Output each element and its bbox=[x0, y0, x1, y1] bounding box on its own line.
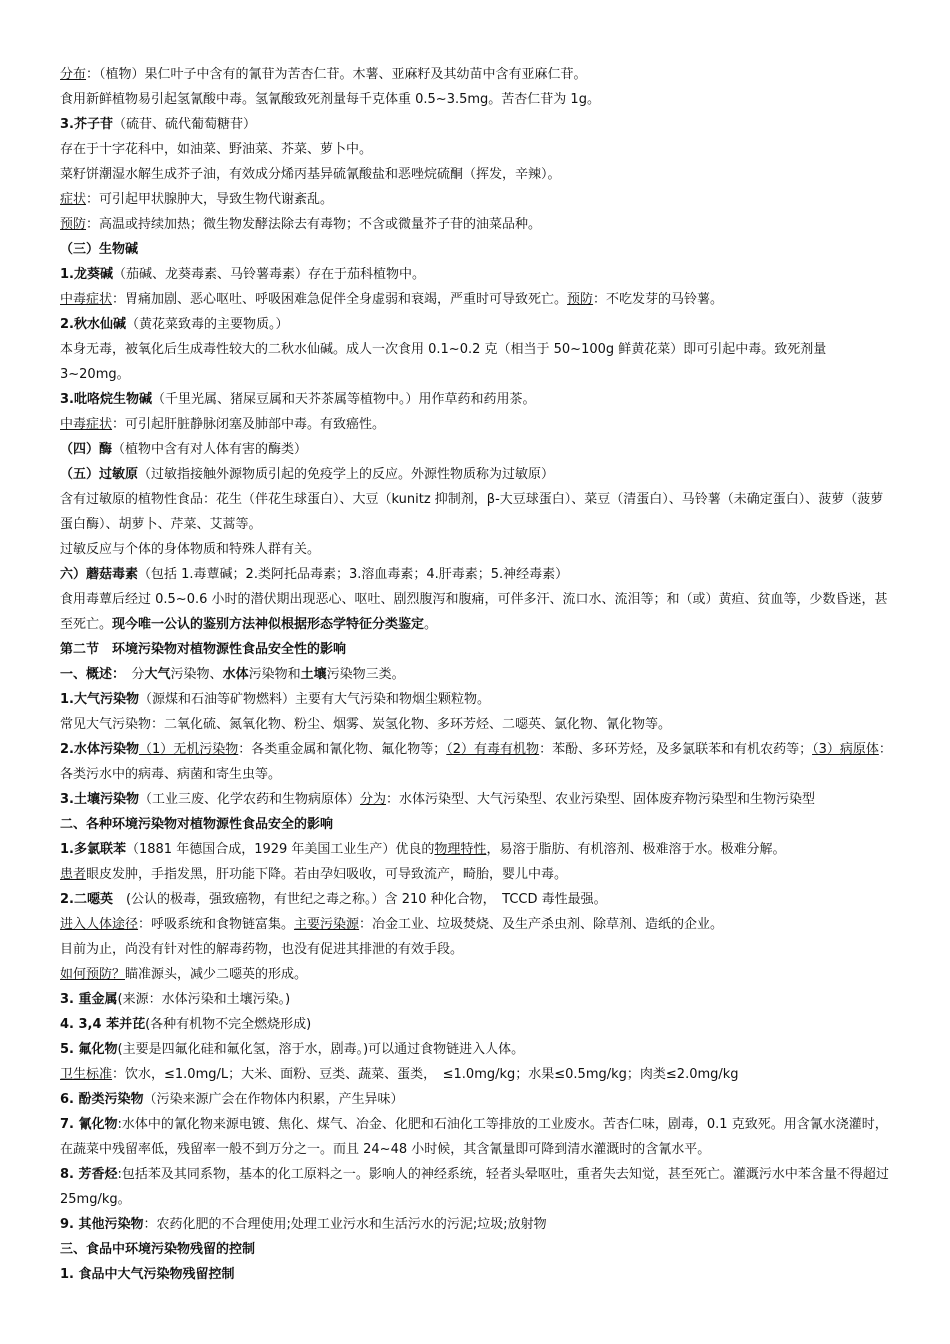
body-text: 食用毒蕈后经过 0.5~0.6 小时的潜伏期出现恶心、呕吐、剧烈腹泻和腹痛，可伴多汗、流口水、流泪等；和（或）黄疸、贫血等，少数昏迷，甚至死亡。 bbox=[60, 592, 888, 632]
text-line bbox=[60, 1012, 892, 1037]
body-text: （过敏指接触外源物质引起的免疫学上的反应。外源性物质称为过敏原） bbox=[138, 467, 555, 482]
body-text: ：（植物）果仁叶子中含有的氰苷为苦杏仁苷。木薯、亚麻籽及其幼苗中含有亚麻仁苷。 bbox=[86, 67, 587, 82]
underlined-term: 进入人体途径 bbox=[60, 917, 139, 932]
text-line bbox=[60, 1037, 892, 1062]
body-text: (主要是四氟化硅和氟化氢，溶于水，剧毒。)可以通过食物链进入人体。 bbox=[117, 1042, 525, 1057]
body-text: ：冶金工业、垃圾焚烧、及生产杀虫剂、除草剂、造纸的企业。 bbox=[359, 917, 724, 932]
body-text: (各种有机物不完全燃烧形成) bbox=[145, 1017, 312, 1032]
text-line bbox=[60, 62, 892, 87]
text-line bbox=[60, 837, 892, 862]
body-text: （黄花菜致毒的主要物质。） bbox=[125, 317, 289, 332]
body-text: :包括苯及其同系物，基本的化工原料之一。影响人的神经系统，轻者头晕呕吐，重者失去知觉，甚至死亡。灌溉污水中苯含量不得超过 25mg/kg。 bbox=[60, 1167, 889, 1207]
heading-text: 2.秋水仙碱 bbox=[60, 317, 126, 332]
text-line bbox=[60, 587, 892, 637]
heading-text: 水体 bbox=[222, 667, 249, 682]
body-text: 污染物、 bbox=[170, 667, 223, 682]
text-line bbox=[60, 562, 892, 587]
body-text: ：不吃发芽的马铃薯。 bbox=[593, 292, 724, 307]
body-text: 本身无毒，被氧化后生成毒性较大的二秋水仙碱。成人一次食用 0.1~0.2 克（相当于 50~100g 鲜黄花菜）即可引起中毒。致死剂量 3~20mg。 bbox=[60, 342, 827, 382]
underlined-term: 如何预防？ bbox=[60, 967, 126, 982]
text-line bbox=[60, 287, 892, 312]
heading-text: 5. 氟化物 bbox=[60, 1042, 118, 1057]
text-line bbox=[60, 1237, 892, 1262]
body-text: ：呼吸系统和食物链富集。 bbox=[138, 917, 295, 932]
text-line bbox=[60, 1112, 892, 1162]
text-line bbox=[60, 1087, 892, 1112]
heading-text: 1.大气污染物 bbox=[60, 692, 139, 707]
underlined-term: 分为 bbox=[360, 792, 387, 807]
text-line bbox=[60, 962, 892, 987]
text-line bbox=[60, 1262, 892, 1287]
body-text: ，易溶于脂肪、有机溶剂、极难溶于水。极难分解。 bbox=[486, 842, 786, 857]
text-line bbox=[60, 337, 892, 387]
body-text: （硫苷、硫代葡萄糖苷） bbox=[112, 117, 256, 132]
body-text: 。 bbox=[424, 617, 438, 632]
heading-text: 4. 3,4 苯并芘 bbox=[60, 1017, 146, 1032]
heading-text: 第二节 环境污染物对植物源性食品安全性的影响 bbox=[60, 642, 347, 657]
body-text: ：各类重金属和氰化物、氟化物等； bbox=[238, 742, 447, 757]
body-text: （千里光属、猪屎豆属和天芥茶属等植物中。）用作草药和药用茶。 bbox=[151, 392, 536, 407]
heading-text: 1.多氯联苯 bbox=[60, 842, 126, 857]
underlined-term: 预防 bbox=[567, 292, 594, 307]
text-line bbox=[60, 1212, 892, 1237]
body-text: ：水体污染型、大气污染型、农业污染型、固体废弃物污染型和生物污染型 bbox=[386, 792, 816, 807]
body-text: 目前为止，尚没有针对性的解毒药物，也没有促进其排泄的有效手段。 bbox=[60, 942, 464, 957]
text-line bbox=[60, 312, 892, 337]
text-line bbox=[60, 862, 892, 887]
text-line bbox=[60, 737, 892, 787]
text-line bbox=[60, 637, 892, 662]
underlined-term: 卫生标准 bbox=[60, 1067, 113, 1082]
text-line bbox=[60, 187, 892, 212]
underlined-term: 主要污染源 bbox=[294, 917, 360, 932]
text-line bbox=[60, 937, 892, 962]
body-text: ：可引起肝脏静脉闭塞及肺部中毒。有致癌性。 bbox=[112, 417, 386, 432]
underlined-term: （1）无机污染物 bbox=[138, 742, 239, 757]
heading-text: 六）蘑菇毒素 bbox=[60, 567, 139, 582]
heading-text: 土壤 bbox=[300, 667, 327, 682]
body-text: （包括 1.毒蕈碱；2.类阿托品毒素；3.溶血毒素；4.肝毒素；5.神经毒素） bbox=[138, 567, 569, 582]
heading-text: 3.吡咯烷生物碱 bbox=[60, 392, 152, 407]
text-line bbox=[60, 1162, 892, 1212]
body-text: （污染来源广会在作物体内积累，产生异味） bbox=[143, 1092, 404, 1107]
text-line bbox=[60, 662, 892, 687]
body-text: 食用新鲜植物易引起氢氰酸中毒。氢氰酸致死剂量每千克体重 0.5~3.5mg。苦杏仁苷为 1g。 bbox=[60, 92, 600, 107]
text-line bbox=[60, 912, 892, 937]
body-text: 眼皮发肿，手指发黑，肝功能下降。若由孕妇吸收，可导致流产，畸胎，婴儿中毒。 bbox=[86, 867, 568, 882]
text-line bbox=[60, 712, 892, 737]
body-text: ：可引起甲状腺肿大，导致生物代谢紊乱。 bbox=[86, 192, 334, 207]
text-line bbox=[60, 687, 892, 712]
underlined-term: 中毒症状 bbox=[60, 292, 113, 307]
text-line bbox=[60, 537, 892, 562]
body-text: :水体中的氰化物来源电镀、焦化、煤气、冶金、化肥和石油化工等排放的工业废水。苦杏仁味，剧毒，0.1 克致死。用含氰水浇灌时，在蔬菜中残留率低，残留率一般不到万分之一。而且 24~48 小时候，其含氰量即可降到清水灌溉时的含氰水平。 bbox=[60, 1117, 888, 1157]
underlined-term: 分布 bbox=[60, 67, 87, 82]
heading-text: 3.土壤污染物 bbox=[60, 792, 139, 807]
underlined-term: 患者 bbox=[60, 867, 87, 882]
heading-text: （五）过敏原 bbox=[60, 467, 139, 482]
body-text: (公认的极毒，强致癌物，有世纪之毒之称。）含 210 种化合物， TCCD 毒性最强。 bbox=[112, 892, 607, 907]
text-line bbox=[60, 387, 892, 412]
heading-text: 2.水体污染物 bbox=[60, 742, 139, 757]
body-text: （植物中含有对人体有害的酶类） bbox=[112, 442, 308, 457]
body-text: 瞄准源头，减少二噁英的形成。 bbox=[125, 967, 308, 982]
heading-text: 一、概述： bbox=[60, 667, 119, 682]
heading-text: （三）生物碱 bbox=[60, 242, 139, 257]
text-line bbox=[60, 112, 892, 137]
text-line bbox=[60, 887, 892, 912]
heading-text: 1. 食品中大气污染物残留控制 bbox=[60, 1267, 235, 1282]
heading-text: 3. 重金属 bbox=[60, 992, 118, 1007]
heading-text: 1.龙葵碱 bbox=[60, 267, 113, 282]
heading-text: 9. 其他污染物 bbox=[60, 1217, 144, 1232]
text-line bbox=[60, 1062, 892, 1087]
heading-text: 三、食品中环境污染物残留的控制 bbox=[60, 1242, 256, 1257]
underlined-term: 症状 bbox=[60, 192, 87, 207]
heading-text: 2.二噁英 bbox=[60, 892, 113, 907]
body-text: 污染物三类。 bbox=[326, 667, 405, 682]
heading-text: 6. 酚类污染物 bbox=[60, 1092, 144, 1107]
body-text: ：胃痛加剧、恶心呕吐、呼吸困难急促伴全身虚弱和衰竭，严重时可导致死亡。 bbox=[112, 292, 568, 307]
body-text: 污染物和 bbox=[248, 667, 301, 682]
text-line bbox=[60, 437, 892, 462]
body-text: ：饮水，≤1.0mg/L；大米、面粉、豆类、蔬菜、蛋类， ≤1.0mg/kg；水果≤0.5mg/kg；肉类≤2.0mg/kg bbox=[112, 1067, 739, 1082]
text-line bbox=[60, 812, 892, 837]
text-line bbox=[60, 162, 892, 187]
text-line bbox=[60, 462, 892, 487]
heading-text: 二、各种环境污染物对植物源性食品安全的影响 bbox=[60, 817, 334, 832]
body-text: （1881 年德国合成，1929 年美国工业生产）优良的 bbox=[125, 842, 435, 857]
body-text: ：苯酚、多环芳烃，及多氯联苯和有机农药等； bbox=[539, 742, 813, 757]
underlined-term: （2）有毒有机物 bbox=[446, 742, 540, 757]
body-text: 菜籽饼潮湿水解生成芥子油，有效成分烯丙基异硫氰酸盐和恶唑烷硫酮（挥发，辛辣）。 bbox=[60, 167, 561, 182]
body-text: 分 bbox=[118, 667, 145, 682]
body-text: (来源：水体污染和土壤污染。) bbox=[117, 992, 291, 1007]
body-text: （茄碱、龙葵毒素、马铃薯毒素）存在于茄科植物中。 bbox=[112, 267, 425, 282]
text-line bbox=[60, 412, 892, 437]
body-text: 过敏反应与个体的身体物质和特殊人群有关。 bbox=[60, 542, 321, 557]
heading-text: （四）酶 bbox=[60, 442, 113, 457]
text-line bbox=[60, 137, 892, 162]
heading-text: 8. 芳香烃 bbox=[60, 1167, 118, 1182]
text-line bbox=[60, 262, 892, 287]
body-text: ：高温或持续加热；微生物发酵法除去有毒物；不含或微量芥子苷的油菜品种。 bbox=[86, 217, 542, 232]
heading-text: 现今唯一公认的鉴别方法神似根据形态学特征分类鉴定 bbox=[112, 617, 425, 632]
body-text: ：各类污水中的病毒、病菌和寄生虫等。 bbox=[60, 742, 892, 782]
heading-text: 大气 bbox=[144, 667, 171, 682]
body-text: （源煤和石油等矿物燃料）主要有大气污染和物烟尘颗粒物。 bbox=[138, 692, 490, 707]
heading-text: 7. 氰化物 bbox=[60, 1117, 118, 1132]
text-line bbox=[60, 87, 892, 112]
text-line bbox=[60, 212, 892, 237]
body-text: （工业三废、化学农药和生物病原体） bbox=[138, 792, 360, 807]
underlined-term: 预防 bbox=[60, 217, 87, 232]
underlined-term: 物理特性 bbox=[434, 842, 487, 857]
heading-text: 3.芥子苷 bbox=[60, 117, 113, 132]
body-text: 存在于十字花科中，如油菜、野油菜、芥菜、萝卜中。 bbox=[60, 142, 373, 157]
text-line bbox=[60, 237, 892, 262]
text-line bbox=[60, 987, 892, 1012]
underlined-term: 中毒症状 bbox=[60, 417, 113, 432]
body-text: 含有过敏原的植物性食品：花生（伴花生球蛋白）、大豆（kunitz 抑制剂，β-大豆球蛋白）、菜豆（清蛋白）、马铃薯（未确定蛋白）、菠萝（菠萝蛋白酶）、胡萝卜、芹菜、艾蒿等。 bbox=[60, 492, 884, 532]
text-line bbox=[60, 787, 892, 812]
text-line bbox=[60, 487, 892, 537]
body-text: 常见大气污染物：二氧化硫、氮氧化物、粉尘、烟雾、炭氢化物、多环芳烃、二噁英、氯化物、氰化物等。 bbox=[60, 717, 672, 732]
underlined-term: （3）病原体 bbox=[812, 742, 879, 757]
body-text: ：农药化肥的不合理使用;处理工业污水和生活污水的污泥;垃圾;放射物 bbox=[143, 1217, 547, 1232]
